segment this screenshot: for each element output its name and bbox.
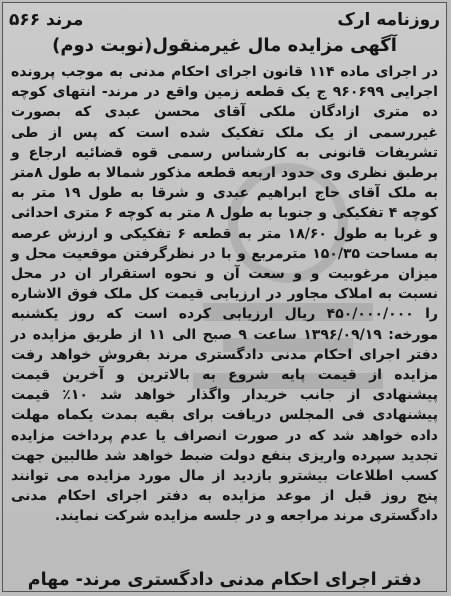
notice-header — [9, 9, 440, 31]
notice-frame — [2, 2, 447, 592]
notice-body-text: در اجرای ماده ۱۱۴ قانون اجرای احکام مدنی به موجب پرونده اجرایی ۹۶۰۶۹۹ ج یک قطعه زمین واقع در مرند- انتهای کوچه ده متری ازادگان ملکی آقای محسن عبدی که بصورت غیررسمی از یک ملک تفکیک شده است که پس از طی تشریفات قانونی به کارشناس رسمی قوه قضائیه ارجاع و برطبق نظری وی حدود اربعه قطعه مذکور شمالا به طول ۸متر به ملک آقای حاج ابراهیم عبدی و شرقا به طول ۱۹ متر به کوچه ۴ تفکیکی و جنوبا به طول ۸ متر به کوچه ۶ متری احداثی و غربا به طول ۱۸/۶۰ متر به قطعه ۶ تفکیکی و ارزش عرصه به مساحت ۱۵۰/۳۵ مترمربع و با در نظرگرفتن موقعیت محل و میزان مرغوبیت و و سعت آن و نحوه استقرار ان در محل نسبت به املاک مجاور در ارزیابی قیمت کل ملک فوق الاشاره را ۴۵۰/۰۰۰/۰۰۰ ریال ارزیابی کرده است که روز یکشنبه مورخه: ۱۳۹۶/۰۹/۱۹ ساعت ۹ صبح الی ۱۱ از طریق مزایده در دفتر اجرای احکام مدنی دادگستری مرند بفروش خواهد رفت مزایده از قیمت پایه شروع به بالاترین و آخرین قیمت پیشنهادی از جانب خریدار واگذار خواهد شد ۱۰٪ قیمت پیشنهادی فی المجلس دریافت برای بقیه بمدت یکماه مهلت داده خواهد شد که در صورت انصراف یا عدم پرداخت مزایده تجدید سپرده واریزی بنفع دولت ضبط خواهد شد طالبین جهت کسب اطلاعات بیشترو بازدید از مال مورد مزایده می توانند پنج روز قبل از موعد مزایده به دفتر اجرای احکام مدنی دادگستری مرند مراجعه و در جلسه مزایده شرکت نمایند. — [11, 64, 439, 525]
reference-number: مرند ۵۶۶ — [9, 10, 84, 30]
notice-body — [11, 62, 438, 527]
newspaper-name: روزنامه ارک — [337, 10, 440, 30]
notice-footer-signature: دفتر اجرای احکام مدنی دادگستری مرند- مهام — [27, 570, 422, 590]
notice-title: آگهی مزایده مال غیرمنقول(نوبت دوم) — [52, 35, 397, 56]
